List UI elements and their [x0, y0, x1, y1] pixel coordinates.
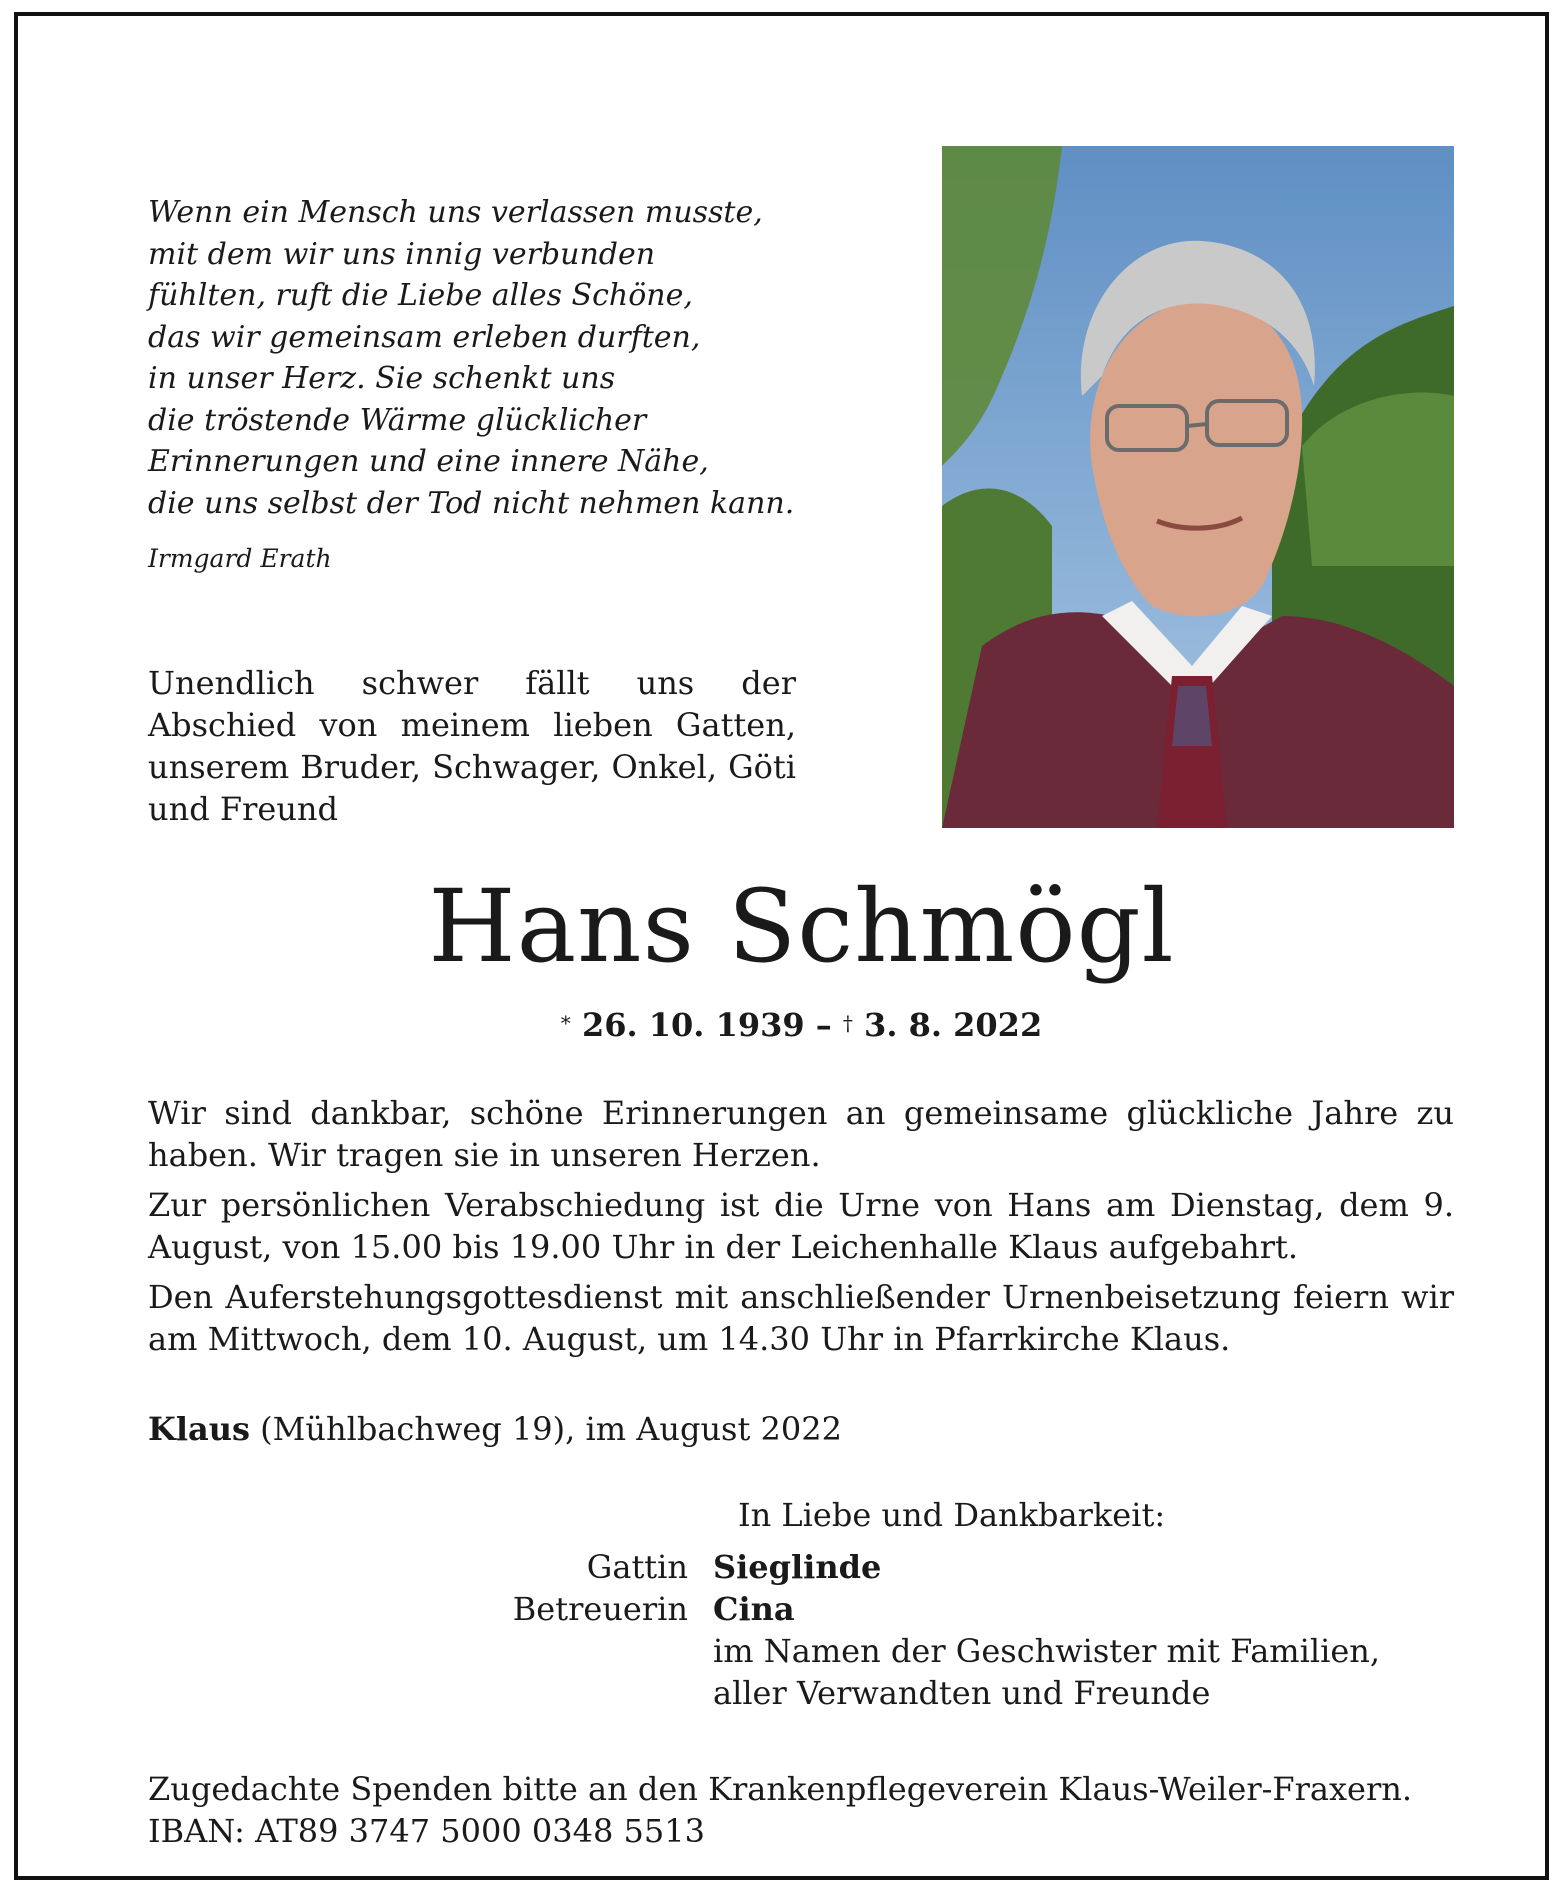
signer-role: Gattin [586, 1548, 688, 1586]
death-date: 3. 8. 2022 [864, 1006, 1043, 1044]
signer-name: Cina [713, 1590, 795, 1628]
poem-line: mit dem wir uns innig verbunden [148, 236, 656, 272]
donation-note [148, 1768, 1454, 1852]
place-rest: (Mühlbachweg 19), im August 2022 [260, 1410, 842, 1448]
donation-iban: IBAN: AT89 3747 5000 0348 5513 [148, 1812, 705, 1850]
date-dash: – [815, 1006, 832, 1044]
paragraph-gratitude: Wir sind dankbar, schöne Erinnerungen an gemeinsame glückliche Jahre zu haben. Wir tragen sie in unseren Herzen. [148, 1094, 1454, 1174]
intro-text: Unendlich schwer fällt uns der Abschied von meinem lieben Gatten, unserem Bruder, Schwager, Onkel, Göti und Freund [148, 664, 796, 828]
announcement-body [148, 1092, 1454, 1368]
birth-symbol: * [560, 1011, 571, 1035]
signer-extra-row [148, 1630, 1454, 1672]
poem-line: die tröstende Wärme glücklicher [148, 402, 647, 438]
place-date [148, 1410, 842, 1448]
signer-row [148, 1588, 1454, 1630]
death-symbol: † [842, 1011, 853, 1035]
poem-line: die uns selbst der Tod nicht nehmen kann. [148, 485, 795, 521]
signer-extra-row [148, 1672, 1454, 1714]
life-dates [18, 1006, 1567, 1044]
donation-line: Zugedachte Spenden bitte an den Krankenpflegeverein Klaus-Weiler-Fraxern. [148, 1770, 1413, 1808]
poem-line: Wenn ein Mensch uns verlassen musste, [148, 195, 763, 230]
obituary-frame [14, 12, 1549, 1880]
signers-list [148, 1546, 1454, 1714]
signer-name: Sieglinde [713, 1548, 882, 1586]
poem [148, 192, 808, 524]
signer-role: Betreuerin [512, 1590, 688, 1628]
signature-intro: In Liebe und Dankbarkeit: [738, 1496, 1166, 1534]
signer-extra-line: im Namen der Geschwister mit Familien, [713, 1632, 1381, 1670]
poem-author: Irmgard Erath [148, 544, 332, 573]
place-town: Klaus [148, 1410, 250, 1448]
portrait-photo [942, 146, 1454, 828]
poem-line: in unser Herz. Sie schenkt uns [148, 361, 616, 396]
paragraph-farewell: Zur persönlichen Verabschiedung ist die Urne von Hans am Dienstag, dem 9. August, von 15.00 bis 19.00 Uhr in der Leichenhalle Klaus aufgebahrt. [148, 1186, 1454, 1266]
signer-extra-line: aller Verwandten und Freunde [713, 1674, 1211, 1712]
poem-line: fühlten, ruft die Liebe alles Schöne, [148, 278, 693, 313]
birth-date: 26. 10. 1939 [581, 1006, 805, 1044]
poem-line: Erinnerungen und eine innere Nähe, [148, 444, 709, 479]
poem-line: das wir gemeinsam erleben durften, [148, 319, 701, 355]
deceased-name: Hans Schmögl [428, 868, 1175, 985]
signer-row [148, 1546, 1454, 1588]
paragraph-service: Den Auferstehungsgottesdienst mit anschließender Urnenbeisetzung feiern wir am Mittwoch, dem 10. August, um 14.30 Uhr in Pfarrkirche Klaus. [148, 1278, 1454, 1358]
